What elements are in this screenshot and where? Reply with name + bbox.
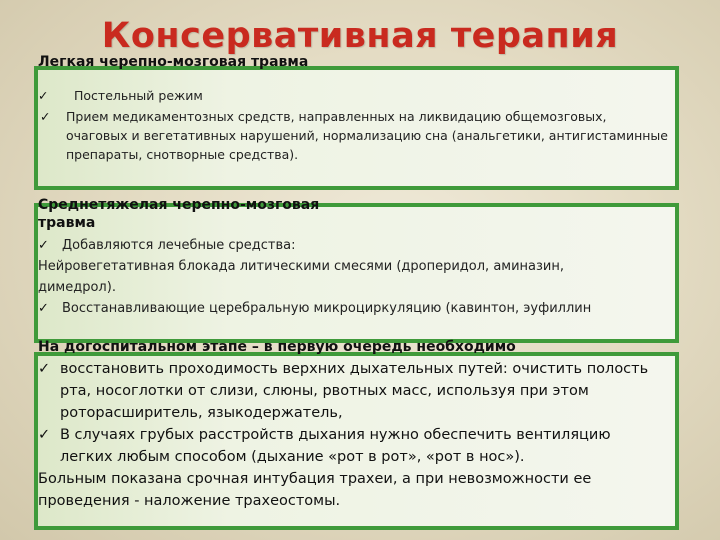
list-item bbox=[38, 358, 678, 424]
list-item bbox=[38, 107, 668, 164]
list-item-text: В случаях грубых расстройств дыхания нужно обеспечить вентиляцию легких любым способом (дыхание «рот в рот», «рот в нос»). bbox=[60, 427, 611, 465]
check-mark-icon: ✓ bbox=[38, 88, 49, 103]
section-content-mild-tbi bbox=[38, 86, 668, 164]
section-heading-line: Среднетяжелая черепно-мозговая bbox=[38, 197, 320, 213]
list-item-text: Постельный режим bbox=[74, 88, 203, 103]
list-item-text: Добавляются лечебные средства: bbox=[62, 238, 296, 253]
list-item-text: Прием медикаментозных средств, направленных на ликвидацию общемозговых, очаговых и вегетативных нарушений, нормализацию сна (анальгетики, антигистаминные препараты, снотворные средства). bbox=[66, 109, 668, 162]
list-item-text: восстановить проходимость верхних дыхательных путей: очистить полость рта, носоглотки от слизи, слюны, рвотных масс, используя при этом роторасширитель, языкодержатель, bbox=[60, 361, 649, 421]
check-mark-icon: ✓ bbox=[38, 301, 49, 316]
check-mark-icon: ✓ bbox=[38, 238, 49, 253]
list-item bbox=[38, 298, 668, 319]
list-item bbox=[38, 86, 668, 105]
section-heading-moderate-tbi bbox=[38, 196, 319, 232]
list-item bbox=[38, 424, 678, 468]
paragraph-text: Нейровегетативная блокада литическими смесями (дроперидол, аминазин, димедрол). bbox=[38, 259, 565, 295]
section-heading-prehospital: На догоспитальном этапе – в первую очередь необходимо bbox=[38, 339, 516, 355]
list-item bbox=[38, 235, 668, 256]
check-mark-icon: ✓ bbox=[38, 361, 51, 377]
list-item-text: Восстанавливающие церебральную микроциркуляцию (кавинтон, эуфиллин bbox=[62, 301, 592, 316]
section-heading-line: травма bbox=[38, 215, 96, 231]
paragraph-text: Больным показана срочная интубация трахеи, а при невозможности ее проведения - наложение трахеостомы. bbox=[38, 471, 592, 509]
check-mark-icon: ✓ bbox=[38, 427, 51, 443]
page-title: Консервативная терапия bbox=[101, 16, 619, 56]
check-mark-icon: ✓ bbox=[40, 109, 51, 124]
section-content-moderate-tbi bbox=[38, 235, 668, 319]
section-content-prehospital bbox=[38, 358, 678, 512]
section-heading-mild-tbi: Легкая черепно-мозговая травма bbox=[38, 54, 309, 70]
